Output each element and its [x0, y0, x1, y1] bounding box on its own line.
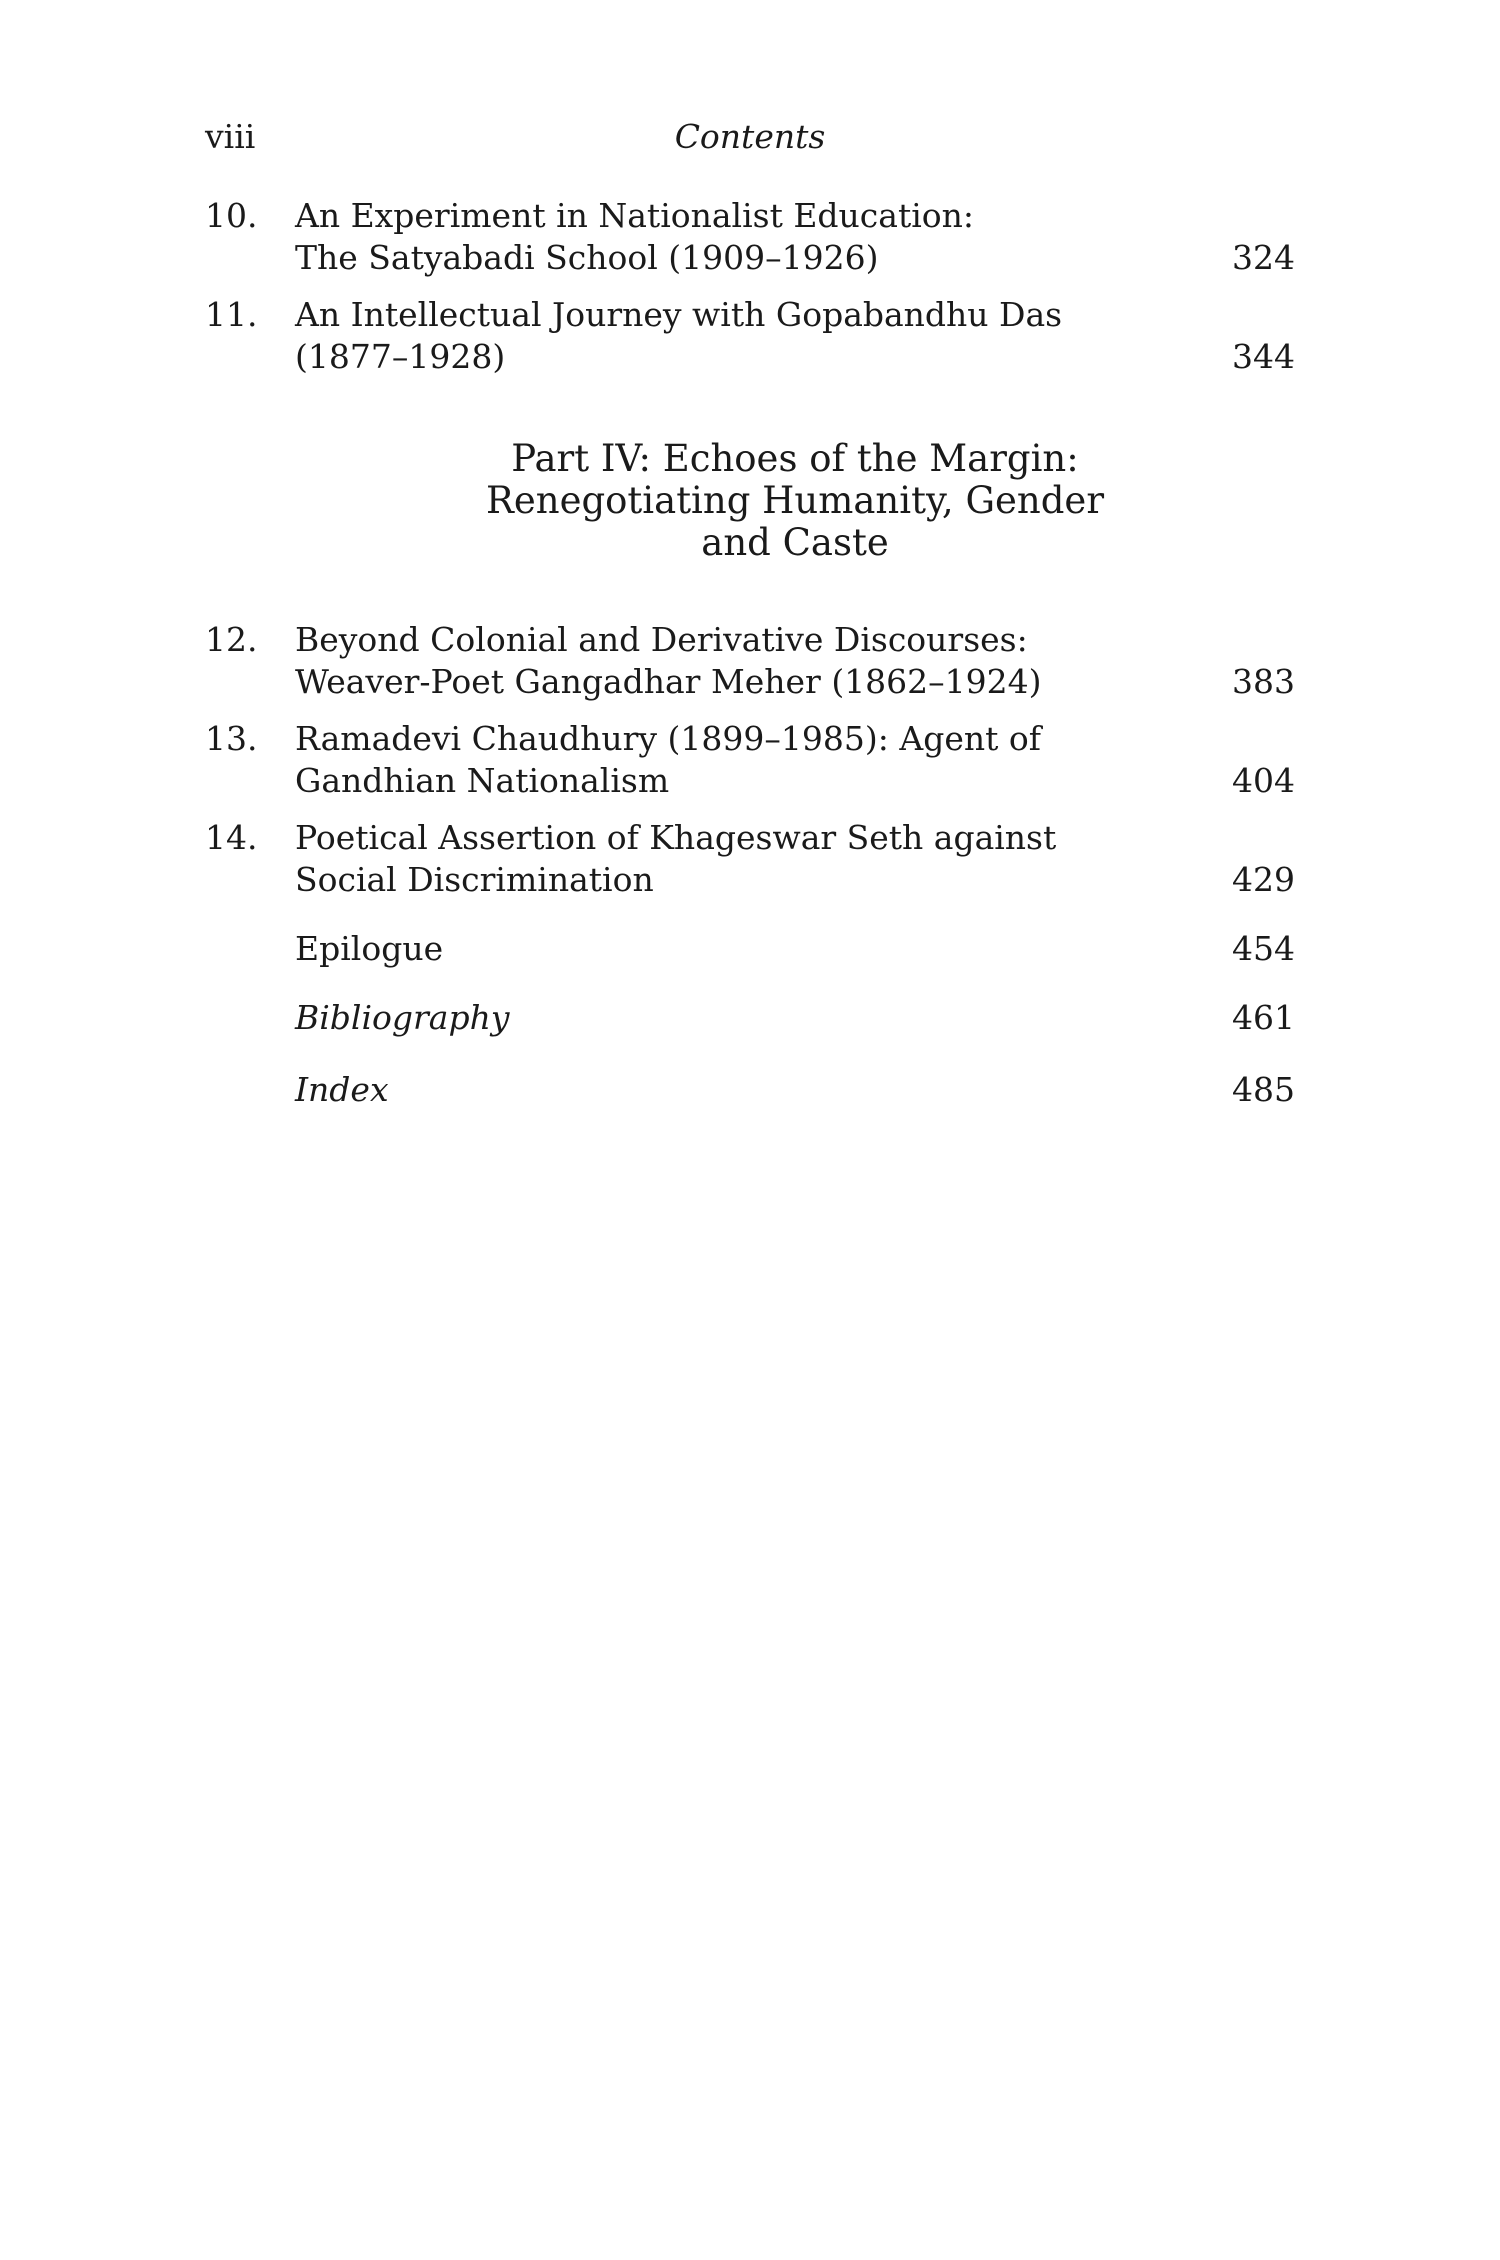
toc-entry-index [205, 1069, 1295, 1111]
chapter-number: 12. [205, 620, 258, 659]
back-matter-title: Bibliography [295, 998, 510, 1037]
chapter-title [295, 817, 1215, 901]
back-matter-title: Epilogue [295, 929, 444, 968]
chapter-number: 13. [205, 719, 258, 758]
page-folio: viii [205, 117, 256, 156]
running-head [205, 112, 1295, 162]
chapter-title-line: Beyond Colonial and Derivative Discourses: [295, 620, 1028, 659]
chapter-number: 11. [205, 295, 258, 334]
toc-entry-bibliography [205, 997, 1295, 1039]
page-number: 485 [1232, 1070, 1295, 1109]
toc-entry-13 [205, 718, 1295, 802]
part-heading [205, 438, 1295, 564]
chapter-title-line: The Satyabadi School (1909–1926) [295, 238, 879, 277]
chapter-title-line: (1877–1928) [295, 337, 506, 376]
running-title: Contents [674, 117, 826, 156]
toc-entry-epilogue [205, 928, 1295, 970]
toc-entry-11 [205, 294, 1295, 378]
part-heading-line: Renegotiating Humanity, Gender [485, 479, 1104, 522]
page-number: 344 [1232, 337, 1295, 376]
chapter-title [295, 619, 1215, 703]
back-matter-title: Index [295, 1070, 389, 1109]
chapter-number: 10. [205, 196, 258, 235]
chapter-title-line: An Experiment in Nationalist Education: [295, 196, 975, 235]
chapter-number: 14. [205, 818, 258, 857]
part-heading-line: Part IV: Echoes of the Margin: [511, 437, 1079, 480]
chapter-title-line: Gandhian Nationalism [295, 761, 670, 800]
chapter-title-line: Ramadevi Chaudhury (1899–1985): Agent of [295, 719, 1041, 758]
chapter-title [295, 195, 1215, 279]
page-number: 429 [1232, 860, 1295, 899]
chapter-title [295, 718, 1215, 802]
toc-entry-14 [205, 817, 1295, 901]
page-number: 461 [1232, 998, 1295, 1037]
chapter-title-line: Social Discrimination [295, 860, 654, 899]
chapter-title [295, 294, 1215, 378]
chapter-title-line: Weaver-Poet Gangadhar Meher (1862–1924) [295, 662, 1042, 701]
part-heading-line: and Caste [701, 521, 889, 564]
page-number: 404 [1232, 761, 1295, 800]
page-number: 324 [1232, 238, 1295, 277]
toc-entry-12 [205, 619, 1295, 703]
toc-entry-10 [205, 195, 1295, 279]
chapter-title-line: An Intellectual Journey with Gopabandhu Das [295, 295, 1063, 334]
chapter-title-line: Poetical Assertion of Khageswar Seth against [295, 818, 1057, 857]
page-number: 454 [1232, 929, 1295, 968]
table-of-contents [205, 195, 1295, 1111]
page-number: 383 [1232, 662, 1295, 701]
